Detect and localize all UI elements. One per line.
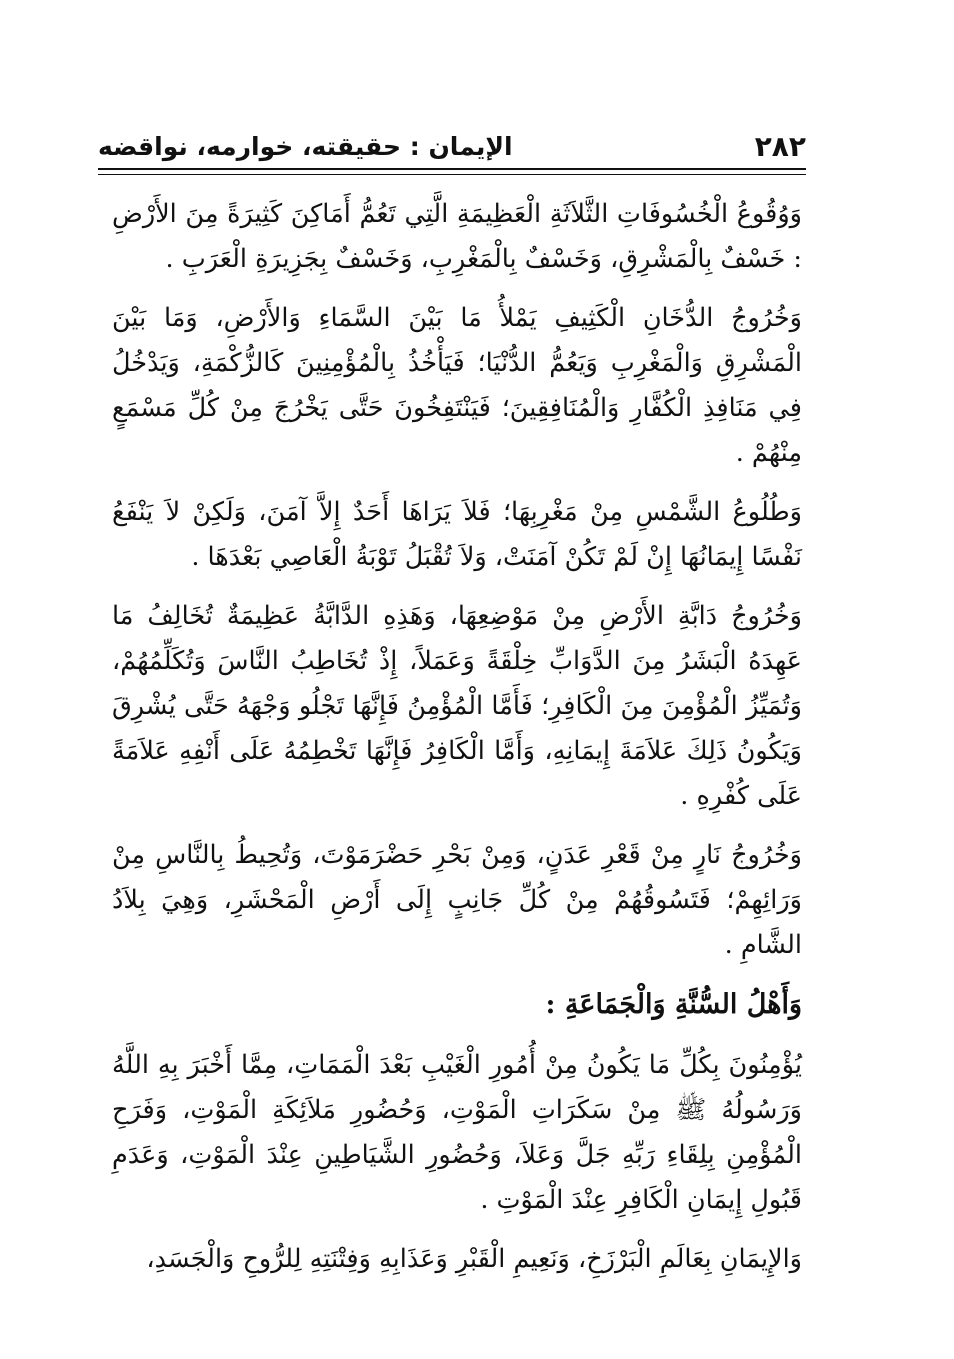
page-body	[112, 192, 802, 1296]
paragraph-smoke: وَخُرُوجُ الدُّخَانِ الْكَثِيفِ يَمْلأُ مَا بَيْنَ السَّمَاءِ وَالأَرْضِ، وَمَا بَيْنَ الْمَشْرِقِ وَالْمَغْرِبِ وَيَعُمُّ الدُّنْيَا؛ فَيَأْخُذُ بِالْمُؤْمِنِينَ كَالزُّكْمَةِ، وَيَدْخُلُ فِي مَنَافِذِ الْكُفَّارِ وَالْمُنَافِقِينَ؛ فَيَنْتَفِخُونَ حَتَّى يَخْرُجَ مِنْ كُلِّ مَسْمَعٍ مِنْهُمْ .	[112, 303, 802, 468]
paragraph-sunrise-west: وَطُلُوعُ الشَّمْسِ مِنْ مَغْرِبِهَا؛ فَلاَ يَرَاهَا أَحَدٌ إِلاَّ آمَنَ، وَلَكِنْ لاَ يَنْفَعُ نَفْسًا إِيمَانُهَا إِنْ لَمْ تَكُنْ آمَنَتْ، وَلاَ تُقْبَلُ تَوْبَةُ الْعَاصِي بَعْدَهَا .	[112, 497, 802, 572]
page-header	[98, 126, 806, 166]
header-rule	[98, 168, 806, 170]
paragraph-eclipses: وَوُقُوعُ الْخُسُوفَاتِ الثَّلاَثَةِ الْعَظِيمَةِ الَّتِي تَعُمُّ أَمَاكِنَ كَثِيرَةً مِنَ الأَرْضِ : خَسْفٌ بِالْمَشْرِقِ، وَخَسْفٌ بِالْمَغْرِبِ، وَخَسْفٌ بِجَزِيرَةِ الْعَرَبِ .	[112, 199, 802, 274]
paragraph-barzakh: وَالإِيمَانِ بِعَالَمِ الْبَرْزَخِ، وَنَعِيمِ الْقَبْرِ وَعَذَابِهِ وَفِتْنَتِهِ لِلرُّوحِ وَالْجَسَدِ،	[146, 1244, 802, 1274]
paragraph-fire: وَخُرُوجُ نَارٍ مِنْ قَعْرِ عَدَنٍ، وَمِنْ بَحْرِ حَضْرَمَوْتَ، وَتُحِيطُ بِالنَّاسِ مِنْ وَرَائِهِمْ؛ فَتَسُوقُهُمْ مِنْ كُلِّ جَانِبٍ إِلَى أَرْضِ الْمَحْشَرِ، وَهِيَ بِلاَدُ الشَّامِ .	[112, 840, 802, 960]
page-number: ٢٨٢	[754, 129, 806, 163]
paragraph-after-death: يُؤْمِنُونَ بِكُلِّ مَا يَكُونُ مِنْ أُمُورِ الْغَيْبِ بَعْدَ الْمَمَاتِ، مِمَّا أَخْبَرَ بِهِ اللَّهُ وَرَسُولُهُ ﷺ مِنْ سَكَرَاتِ الْمَوْتِ، وَحُضُورِ مَلاَئِكَةِ الْمَوْتِ، وَفَرَحِ الْمُؤْمِنِ بِلِقَاءِ رَبِّهِ جَلَّ وَعَلاَ، وَحُضُورِ الشَّيَاطِينِ عِنْدَ الْمَوْتِ، وَعَدَمِ قَبُولِ إِيمَانِ الْكَافِرِ عِنْدَ الْمَوْتِ .	[112, 1050, 802, 1215]
section-heading: وَأَهْلُ السُّنَّةِ وَالْجَمَاعَةِ :	[545, 989, 802, 1020]
header-rule-thin	[98, 174, 806, 175]
running-title: الإيمان : حقيقته، خوارمه، نواقضه	[98, 131, 513, 161]
paragraph-beast: وَخُرُوجُ دَابَّةِ الأَرْضِ مِنْ مَوْضِعِهَا، وَهَذِهِ الدَّابَّةُ عَظِيمَةٌ تُخَالِفُ مَا عَهِدَهُ الْبَشَرُ مِنَ الدَّوَابِّ خِلْقَةً وَعَمَلاً، إِذْ تُخَاطِبُ النَّاسَ وَتُكَلِّمُهُمْ، وَتُمَيِّزُ الْمُؤْمِنَ مِنَ الْكَافِرِ؛ فَأَمَّا الْمُؤْمِنُ فَإِنَّهَا تَجْلُو وَجْهَهُ حَتَّى يُشْرِقَ وَيَكُونُ ذَلِكَ عَلاَمَةَ إِيمَانِهِ، وَأَمَّا الْكَافِرُ فَإِنَّهَا تَخْطِمُهُ عَلَى أَنْفِهِ عَلاَمَةً عَلَى كُفْرِهِ .	[112, 601, 802, 811]
